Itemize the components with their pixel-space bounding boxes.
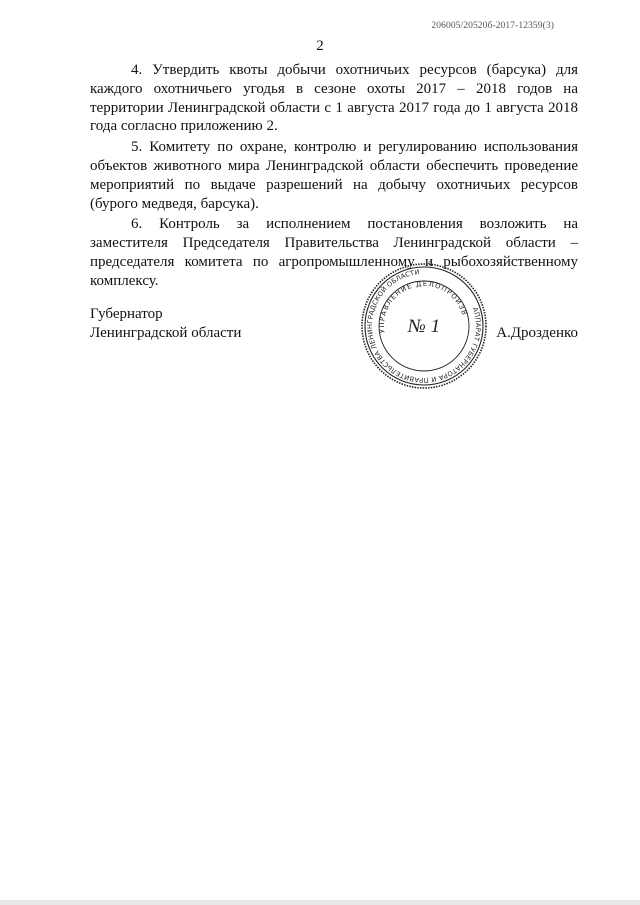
paragraph-4: 4. Утвердить квоты добычи охотничьих ресурсов (барсука) для каждого охотничьего угодья в сезоне охоты 2017 – 2018 годов на территории Ленинградской области с 1 августа 2017 года до 1 августа 2018 года согласно приложению 2. (90, 62, 578, 135)
signatory-title: Губернатор (90, 306, 163, 322)
page-number: 2 (316, 38, 324, 54)
signature-block (90, 305, 578, 343)
official-seal-stamp (360, 262, 488, 390)
scan-bottom-edge (0, 900, 640, 905)
signatory-name: А.Дрозденко (496, 324, 578, 341)
seal-inner-text: УПРАВЛЕНИЕ ДЕЛОПРОИЗВОДСТВА (377, 279, 469, 334)
paragraph-5: 5. Комитету по охране, контролю и регулированию использования объектов животного мира Ленинградской области обеспечить проведение мероприятий по выдаче разрешений на добычу охотничьих ресурсов (бурого медведя, барсука). (90, 139, 578, 212)
document-barcode-number: 206005/20520б-2017-12359(3) (431, 21, 554, 31)
seal-number: № 1 (407, 316, 441, 337)
seal-outer-text: АППАРАТ ГУБЕРНАТОРА И ПРАВИТЕЛЬСТВА ЛЕНИНГРАДСКОЙ ОБЛАСТИ (365, 268, 483, 385)
paragraph-6: 6. Контроль за исполнением постановления возложить на заместителя Председателя Правительства Ленинградской области – председателя комитета по агропромышленному и рыбохозяйственному комплексу. (90, 216, 578, 289)
signatory-region: Ленинградской области (90, 324, 242, 341)
document-body (90, 61, 578, 293)
